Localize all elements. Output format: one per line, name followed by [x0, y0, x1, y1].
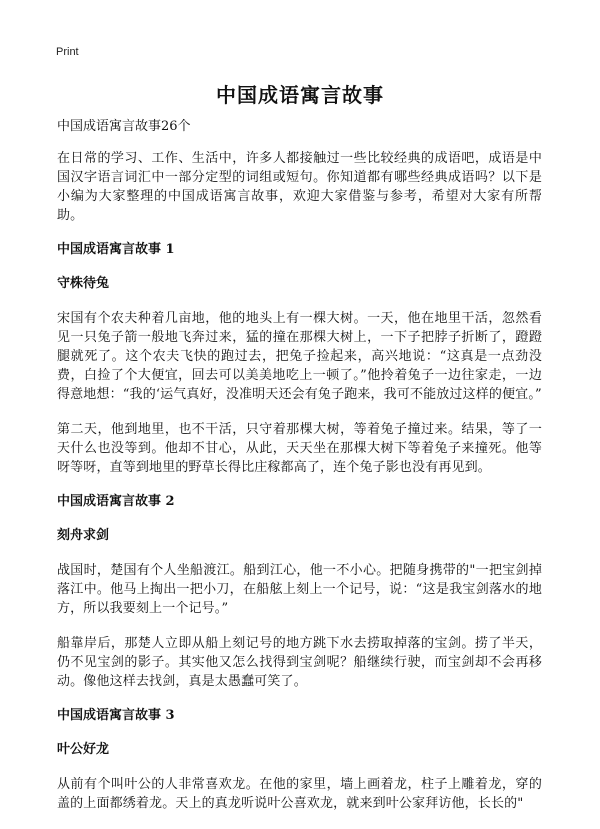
print-link[interactable]: Print: [56, 46, 79, 58]
document-content: [57, 118, 542, 829]
section-heading: 中国成语寓言故事 3: [57, 708, 175, 723]
page-title: 中国成语寓言故事: [216, 83, 384, 107]
story-paragraph: 第二天，他到地里，也不干活，只守着那棵大树，等着兔子撞过来。结果，等了一天什么也没等到。他却不甘心，从此，天天坐在那棵大树下等着兔子来撞死。他等呀等呀，直等到地里的野草长得比庄稼都高了，连个兔子影也没有再见到。: [57, 422, 542, 475]
intro-paragraph: 在日常的学习、工作、生活中，许多人都接触过一些比较经典的成语吧，成语是中国汉字语言词汇中一部分定型的词组或短句。你知道都有哪些经典成语吗？以下是小编为大家整理的中国成语寓言故事，欢迎大家借鉴与参考，希望对大家有所帮助。: [57, 151, 542, 223]
document-subtitle: 中国成语寓言故事26个: [57, 119, 191, 134]
story-paragraph: 船靠岸后，那楚人立即从船上刻记号的地方跳下水去捞取掉落的宝剑。捞了半天，仍不见宝剑的影子。其实他又怎么找得到宝剑呢？船继续行驶，而宝剑却不会再移动。像他这样去找剑，真是太愚蠢可笑了。: [57, 636, 542, 689]
story-title: 守株待兔: [57, 276, 110, 291]
story-paragraph: 宋国有个农夫种着几亩地，他的地头上有一棵大树。一天，他在地里干活，忽然看见一只兔子箭一般地飞奔过来，猛的撞在那棵大树上，一下子把脖子折断了，蹬蹬腿就死了。这个农夫飞快的跑过去，把兔子捡起来，高兴地说：“这真是一点劲没费，白捡了个大便宜，回去可以美美地吃上一顿了。”他拎着兔子一边往家走，一边得意地想：“我的‘运气真好，没准明天还会有兔子跑来，我可不能放过这样的便宜。”: [57, 311, 542, 402]
story-paragraph: 从前有个叫叶公的人非常喜欢龙。在他的家里，墙上画着龙，柱子上雕着龙，穿的盖的上面都绣着龙。天上的真龙听说叶公喜欢龙，就来到叶公家拜访他，长长的": [57, 777, 542, 811]
story-paragraph: 战国时，楚国有个人坐船渡江。船到江心，他一不小心。把随身携带的"一把宝剑掉落江中。他马上掏出一把小刀，在船舷上刻上一个记号，说：“这是我宝剑落水的地方，所以我要刻上一个记号。”: [57, 563, 542, 616]
section-heading: 中国成语寓言故事 1: [57, 242, 175, 257]
story-title: 刻舟求剑: [57, 528, 110, 543]
section-heading: 中国成语寓言故事 2: [57, 494, 175, 509]
story-title: 叶公好龙: [57, 742, 110, 757]
